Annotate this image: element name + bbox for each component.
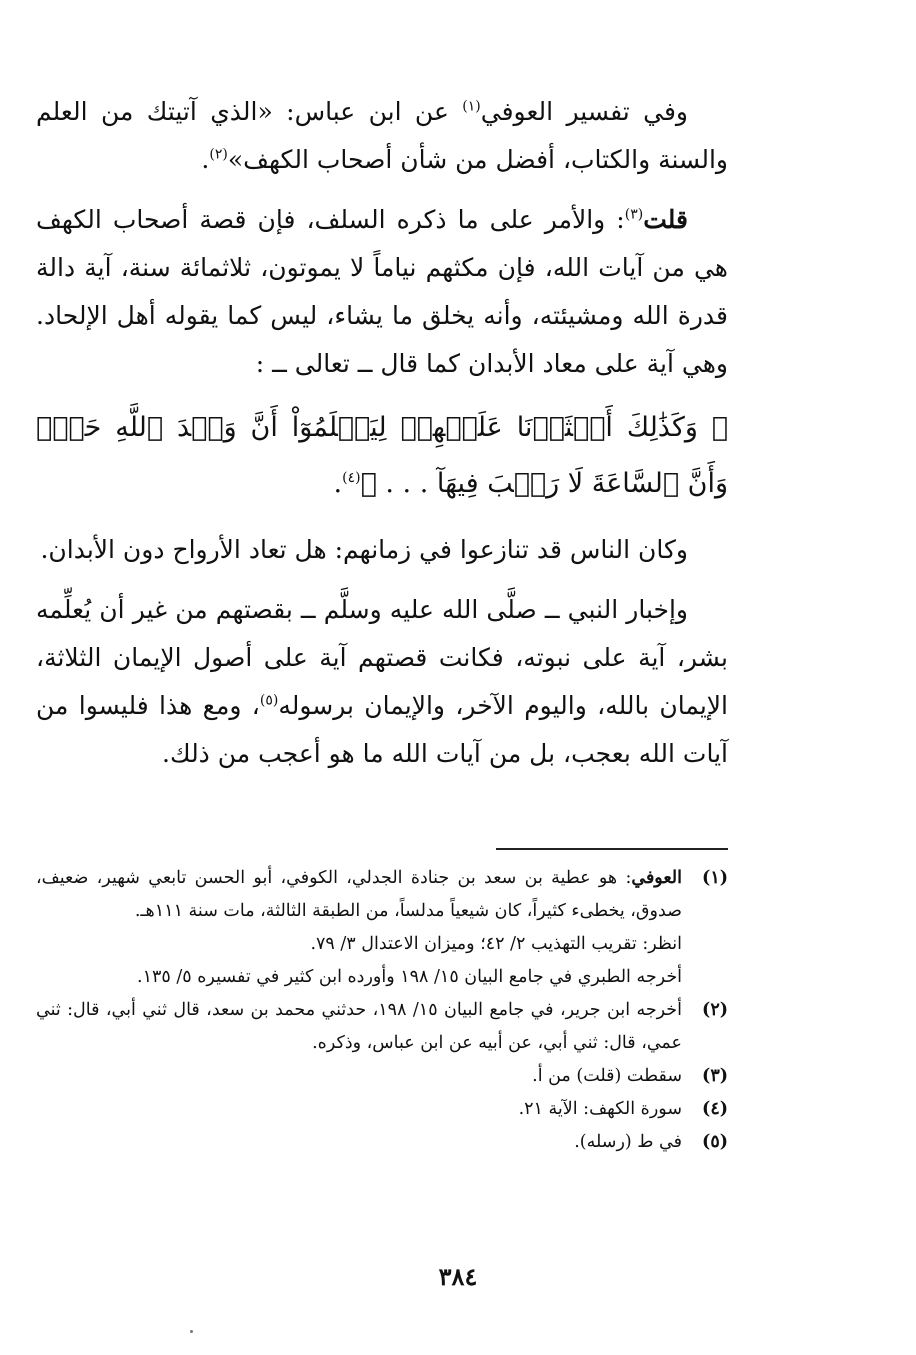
paragraph-text: : والأمر على ما ذكره السلف، فإن قصة أصحاب الكهف هي من آيات الله، فإن مكثهم نياماً لا يموتون، ثلاثمائة سنة، آية دالة قدرة الله ومشيئته، وأنه يخلق ما يشاء، ليس كما يقوله أهل الإلحاد. وهي آية على معاد الأبدان كما قال ــ تعالى ــ : xyxy=(36,205,728,378)
footnote-marker: (٣) xyxy=(624,206,644,223)
footnote-1 xyxy=(36,862,728,928)
footnote-marker: (٥) xyxy=(259,692,279,709)
paragraph-text: . xyxy=(201,145,210,174)
quran-text: ﴿ وَكَذَٰلِكَ أَعۡثَرۡنَا عَلَيۡهِمۡ لِيَعۡلَمُوٓاْ أَنَّ وَعۡدَ ٱللَّهِ حَقّٞ وَأَنَّ ٱلسَّاعَةَ لَا رَيۡبَ فِيهَآ . . . ﴾ xyxy=(36,412,728,499)
page-number: ٣٨٤ xyxy=(438,1262,478,1291)
footnote-body xyxy=(36,862,682,928)
paragraph-2 xyxy=(36,196,728,388)
footnote-1-reference: أخرجه الطبري في جامع البيان ١٥/ ١٩٨ وأورده ابن كثير في تفسيره ٥/ ١٣٥. xyxy=(137,967,682,987)
footnote-4 xyxy=(36,1093,728,1126)
footnote-number: (٥) xyxy=(702,1132,728,1152)
footnote-number: (٢) xyxy=(702,1000,728,1020)
footnote-text: أخرجه ابن جرير، في جامع البيان ١٥/ ١٩٨، حدثني محمد بن سعد، قال ثني أبي، قال: ثني عمي، قال: ثني أبي، عن أبيه عن ابن عباس، وذكره. xyxy=(36,1000,682,1053)
paragraph-lead: قلت xyxy=(643,205,688,234)
footnote-marker: (١) xyxy=(462,98,481,115)
footnote-number: (٤) xyxy=(702,1099,728,1119)
footnote-text: سقطت (قلت) من أ. xyxy=(532,1066,682,1086)
main-text xyxy=(36,88,728,790)
footnote-text: : هو عطية بن سعد بن جنادة الجدلي، الكوفي، أبو الحسن تابعي شهير، ضعيف، صدوق، يخطىء كثيراً، كان شيعياً مدلساً، من الطبقة الثالثة، مات سنة ١١١هـ. xyxy=(36,868,682,921)
paragraph-text: ، ومع هذا فليسوا من آيات الله بعجب، بل من آيات الله ما هو أعجب من ذلك. xyxy=(36,691,728,768)
footnote-1-reference: انظر: تقريب التهذيب ٢/ ٤٢؛ وميزان الاعتدال ٣/ ٧٩. xyxy=(310,934,682,954)
paragraph-3 xyxy=(36,526,728,574)
paragraph-text: عن ابن عباس: «الذي آتيتك من العلم والسنة والكتاب، أفضل من شأن أصحاب الكهف» xyxy=(36,97,728,174)
footnote-text: في ط (رسله). xyxy=(574,1132,682,1152)
paragraph-4 xyxy=(36,586,728,778)
paragraph-1 xyxy=(36,88,728,184)
footnote-2 xyxy=(36,994,728,1060)
footnotes xyxy=(36,862,728,1159)
scan-speck xyxy=(190,1330,193,1333)
footnote-lead: العوفي xyxy=(631,868,682,888)
footnote-number: (١) xyxy=(702,868,728,888)
paragraph-text: وكان الناس قد تنازعوا في زمانهم: هل تعاد الأرواح دون الأبدان. xyxy=(40,535,688,564)
paragraph-text: وفي تفسير العوفي xyxy=(480,97,689,126)
footnote-3 xyxy=(36,1060,728,1093)
footnote-text: سورة الكهف: الآية ٢١. xyxy=(518,1099,682,1119)
footnote-marker: (٤) xyxy=(342,470,361,486)
quran-verse xyxy=(36,400,728,512)
footnote-divider xyxy=(496,848,728,850)
footnote-marker: (٢) xyxy=(209,146,228,163)
paragraph-text: وإخبار النبي ــ صلَّى الله عليه وسلَّم ــ بقصتهم من غير أن يُعلِّمه بشر، آية على نبوته، فكانت قصتهم آية على أصول الإيمان الثلاثة، الإيمان بالله، واليوم الآخر، والإيمان برسوله xyxy=(36,595,729,720)
footnote-number: (٣) xyxy=(702,1066,728,1086)
footnote-5 xyxy=(36,1126,728,1159)
quran-tail: . xyxy=(333,468,343,499)
